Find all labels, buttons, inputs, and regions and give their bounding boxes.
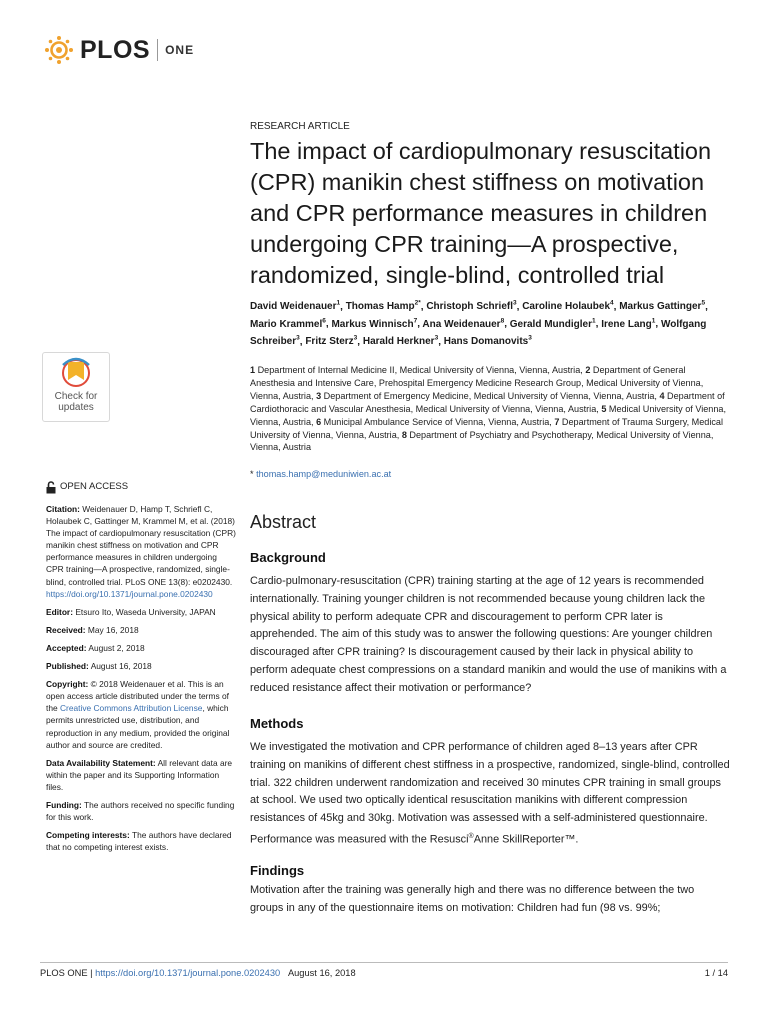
- author-affiliation-mark: 8: [500, 317, 505, 325]
- affiliation-number: 8: [401, 429, 407, 440]
- author-affiliation-mark: 7: [413, 317, 418, 325]
- citation-text: Weidenauer D, Hamp T, Schriefl C, Holaubek C, Gattinger M, Krammel M, et al. (2018) The impact of cardiopulmonary resuscitation (CPR) manikin chest stiffness on motivation and CPR performance measures in children undergoing CPR training—A prospective, randomized, single-blind, controlled trial. PLoS ONE 13(8): e0202430.: [46, 504, 236, 587]
- affiliation-text: Department of General Anesthesia and Intensive Care, Prehospital Emergency Medicine Research Group, Medical University of Vienna, Vienna, Austria,: [250, 365, 704, 401]
- author-affiliation-mark: 3: [528, 334, 532, 342]
- author-affiliation-mark: 1: [336, 300, 341, 307]
- journal-name: ONE: [165, 43, 195, 57]
- data-availability-text: All relevant data are within the paper and its Supporting Information files.: [46, 757, 233, 792]
- check-updates-line2: updates: [58, 402, 94, 413]
- registered-mark: ®: [468, 832, 474, 840]
- affiliation-text: Department of Trauma Surgery, Medical University of Vienna, Vienna, Austria,: [250, 416, 723, 440]
- affiliation-number: 4: [659, 390, 665, 401]
- affiliation-number: 1: [250, 365, 256, 375]
- author-affiliation-mark: 1: [592, 317, 596, 325]
- plos-logo: [44, 34, 194, 66]
- open-access-label: OPEN ACCESS: [60, 481, 129, 493]
- author-name: Harald Herkner$^3$: [362, 334, 439, 347]
- footer-journal: PLOS ONE |: [40, 968, 93, 978]
- author-name: Gerald Mundigler$^1$: [509, 317, 596, 330]
- received-date: May 16, 2018: [87, 624, 139, 635]
- bookmark-ribbon-icon: [43, 353, 109, 391]
- author-affiliation-mark: 2*: [414, 300, 421, 307]
- author-affiliation-mark: 5: [701, 300, 706, 307]
- page-footer: [40, 968, 728, 978]
- citation-label: Citation:: [46, 504, 80, 514]
- author-name: Christoph Schriefl$^3$: [426, 300, 517, 313]
- affiliation-number: 7: [554, 416, 560, 427]
- affiliation-text: Medical University of Vienna, Vienna, Austria,: [250, 403, 726, 427]
- affiliation-number: 6: [316, 416, 322, 427]
- affiliation-text: Department of Cardiothoracic and Vascular Anesthesia, Medical University of Vienna, Vienna, Austria,: [250, 390, 725, 414]
- author-name: Irene Lang$^1$: [601, 317, 656, 330]
- author-name: Fritz Sterz$^3$: [305, 334, 358, 347]
- competing-interests-text: The authors have declared that no competing interest exists.: [46, 830, 232, 853]
- footer-divider: [40, 962, 728, 963]
- editor-block: [46, 606, 236, 618]
- findings-text: Motivation after the training was generally high and there was no difference between the two groups in any of the questionnaire items on motivation: Children had fun (98 vs. 99%;: [250, 884, 695, 914]
- accepted-block: [46, 642, 236, 654]
- accepted-label: Accepted:: [46, 642, 87, 653]
- copyright-label: Copyright:: [46, 679, 89, 690]
- copyright-block: [46, 678, 236, 751]
- methods-text: We investigated the motivation and CPR performance of children aged 8–13 years after CPR training on manikins of different chest stiffness in a prospective, randomized, single-blind, controlled trial. 322 children underwent randomization and received 30 minutes CPR training in small groups at school. We used two optically identical resuscitation manikins with different compression resistances of 45kg and 30kg. Motivation was assessed with a self-administered questionnaire. Performance was measured with the Resusci: [250, 741, 730, 846]
- published-date: August 16, 2018: [90, 661, 152, 672]
- author-name: Mario Krammel$^6$: [250, 317, 326, 330]
- plos-logo-icon: [44, 35, 74, 65]
- author-affiliation-mark: 3: [513, 300, 517, 307]
- author-list: David Weidenauer$^1$, Thomas Hamp$^{2*}$, Christoph Schriefl$^3$, Caroline Holaubek$^4$, Markus Gattinger$^5$, Mario Krammel$^6$, Markus Winnisch$^7$, Ana Weidenauer$^8$, Gerald Mundigler$^1$, Irene Lang$^1$, Wolfgang Schreiber$^3$, Fritz Sterz$^3$, Harald Herkner$^3$, Hans Domanovits$^3$: [250, 300, 708, 347]
- author-name: Ana Weidenauer$^8$: [422, 317, 505, 330]
- license-link[interactable]: Creative Commons Attribution License: [59, 703, 203, 714]
- author-name: Markus Gattinger$^5$: [619, 300, 706, 313]
- author-name: David Weidenauer$^1$: [250, 300, 341, 313]
- author-name: Markus Winnisch$^7$: [331, 317, 418, 330]
- published-label: Published:: [46, 661, 89, 672]
- brand-name: PLOS: [80, 35, 151, 64]
- citation-block: [46, 503, 236, 600]
- affiliation-text: Department of Emergency Medicine, Medical University of Vienna, Vienna, Austria,: [321, 390, 660, 401]
- methods-heading: Methods: [250, 716, 304, 731]
- article-title: The impact of cardiopulmonary resuscitation (CPR) manikin chest stiffness on motivation and CPR performance measures in children undergoing CPR training—A prospective, randomized, single-blind, controlled trial: [250, 138, 712, 288]
- article-info-sidebar: [46, 481, 236, 859]
- editor-text: Etsuro Ito, Waseda University, JAPAN: [75, 606, 216, 617]
- correspondence-mark: *: [250, 469, 254, 479]
- footer-doi-link[interactable]: https://doi.org/10.1371/journal.pone.0202430: [95, 968, 281, 978]
- article-type: RESEARCH ARTICLE: [250, 121, 350, 132]
- received-label: Received:: [46, 624, 86, 635]
- author-affiliation-mark: 3: [296, 334, 300, 342]
- affiliation-text: Department of Internal Medicine II, Medical University of Vienna, Vienna, Austria,: [255, 365, 586, 375]
- accepted-date: August 2, 2018: [88, 642, 145, 653]
- correspondence: [250, 469, 391, 479]
- author-affiliation-mark: 4: [610, 300, 614, 307]
- findings-heading: Findings: [250, 863, 305, 878]
- affiliation-number: 3: [316, 390, 322, 401]
- background-heading: Background: [250, 550, 326, 565]
- received-block: [46, 624, 236, 636]
- open-lock-icon: [46, 481, 56, 494]
- data-availability-label: Data Availability Statement:: [46, 757, 156, 768]
- competing-interests-label: Competing interests:: [46, 830, 130, 841]
- correspondence-email-link[interactable]: thomas.hamp@meduniwien.ac.at: [256, 469, 392, 479]
- copyright-text-pre: © 2018 Weidenauer et al. This is an open access article distributed under the terms of the: [46, 679, 229, 714]
- affiliation-text: Municipal Ambulance Service of Vienna, Vienna, Austria,: [321, 416, 555, 427]
- funding-text: The authors received no specific funding for this work.: [46, 799, 235, 823]
- author-name: Caroline Holaubek$^4$: [522, 300, 614, 313]
- editor-label: Editor:: [46, 606, 73, 617]
- copyright-text-post: , which permits unrestricted use, distribution, and reproduction in any medium, provided the original author and source are credited.: [46, 703, 230, 750]
- logo-divider: [157, 39, 158, 61]
- open-access-row: [46, 481, 236, 494]
- affiliation-number: 5: [601, 403, 607, 414]
- published-block: [46, 660, 236, 672]
- affiliation-list: [250, 364, 730, 454]
- affiliation-number: 2: [585, 365, 591, 375]
- methods-paragraph: [250, 739, 730, 849]
- author-affiliation-mark: 3: [434, 334, 439, 342]
- abstract-heading: Abstract: [250, 512, 317, 532]
- author-name: Wolfgang Schreiber$^3$: [250, 318, 707, 347]
- check-for-updates-badge[interactable]: [42, 352, 110, 422]
- background-text: Cardio-pulmonary-resuscitation (CPR) training starting at the age of 12 years is recommended internationally. Training younger children is not recommended because young children lack the physical ability to perform adequate CPR and discouragement to perform CPR later is apprehended. The aim of this study was to answer the following questions: Are younger children discouraged after CPR training? Is discouragement caused by their lack in physical ability to perform adequate chest compressions on a standard manikin and would the use of manikins with a reduced resistance affect their motivation or performance?: [250, 575, 727, 694]
- author-affiliation-mark: 1: [651, 317, 656, 325]
- funding-label: Funding:: [46, 799, 82, 810]
- check-updates-line1: Check for: [54, 391, 98, 402]
- citation-doi-link[interactable]: https://doi.org/10.1371/journal.pone.0202430: [46, 588, 213, 599]
- footer-date: August 16, 2018: [287, 968, 356, 978]
- author-name: Hans Domanovits$^3$: [443, 334, 532, 347]
- author-name: Thomas Hamp$^{2*}$: [345, 300, 421, 313]
- data-availability-block: [46, 757, 236, 793]
- author-affiliation-mark: 3: [353, 334, 358, 342]
- funding-block: [46, 799, 236, 823]
- affiliation-text: Department of Psychiatry and Psychotherapy, Medical University of Vienna, Vienna, Austria: [250, 429, 714, 453]
- methods-text-end: Anne SkillReporter™.: [473, 833, 579, 846]
- page-number: 1 / 14: [704, 968, 728, 978]
- author-affiliation-mark: 6: [322, 317, 326, 325]
- competing-interests-block: [46, 829, 236, 853]
